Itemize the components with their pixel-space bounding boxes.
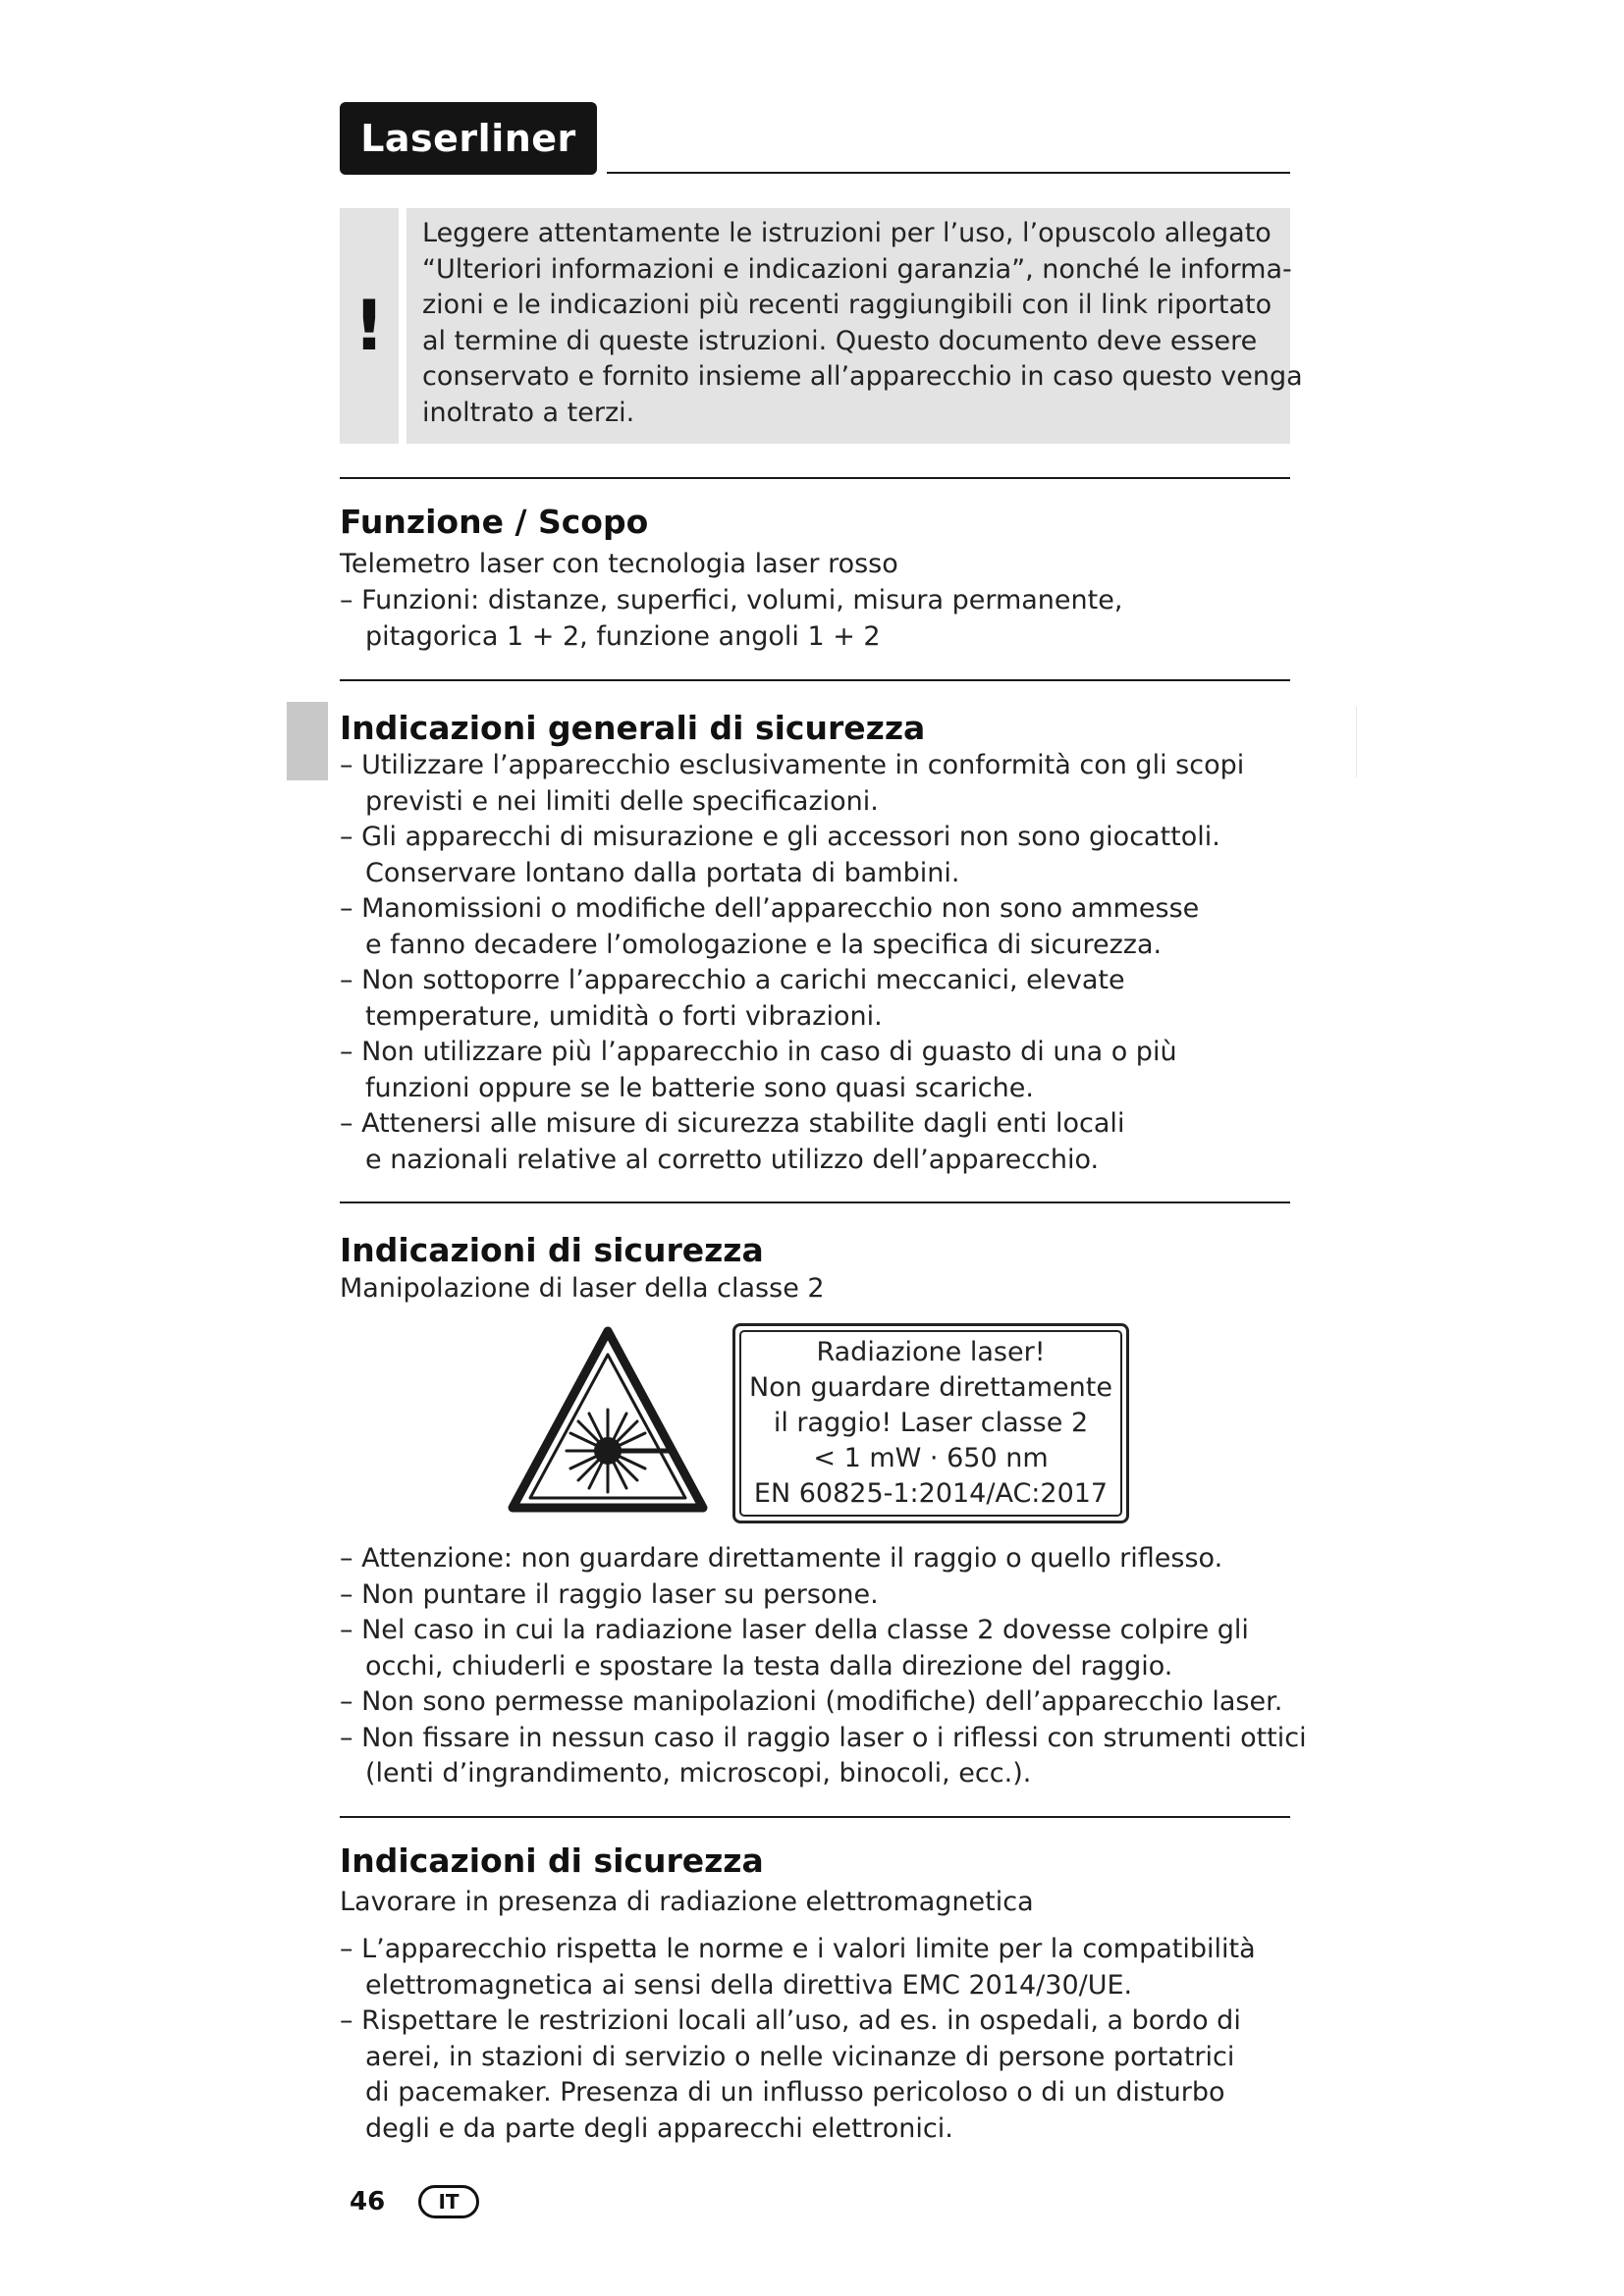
section-intro-funzione: Telemetro laser con tecnologia laser rosso: [340, 549, 898, 579]
generali-list: [340, 748, 1244, 1178]
list-item: – Manomissioni o modifiche dell’apparecchio non sono ammesse: [340, 893, 1200, 924]
section-title-funzione: Funzione / Scopo: [340, 503, 649, 541]
section-title-laser: Indicazioni di sicurezza: [340, 1231, 764, 1269]
list-item: temperature, umidità o forti vibrazioni.: [365, 1000, 883, 1032]
section-subtitle-em: Lavorare in presenza di radiazione elettromagnetica: [340, 1887, 1034, 1917]
warning-line: conservato e fornito insieme all’apparecchio in caso questo venga: [422, 361, 1303, 392]
warning-line: al termine di queste istruzioni. Questo documento deve essere: [422, 325, 1258, 356]
list-item: – Funzioni: distanze, superfici, volumi, misura permanente,: [340, 585, 1123, 615]
list-item: funzioni oppure se le batterie sono quasi scariche.: [365, 1072, 1034, 1103]
list-item: – Gli apparecchi di misurazione e gli accessori non sono giocattoli.: [340, 822, 1220, 852]
list-item: – Nel caso in cui la radiazione laser della classe 2 dovesse colpire gli: [340, 1615, 1249, 1645]
warning-note: [406, 208, 1303, 444]
label-line: Radiazione laser!: [816, 1337, 1046, 1367]
list-item: – Non sono permesse manipolazioni (modifiche) dell’apparecchio laser.: [340, 1686, 1283, 1717]
list-item: e nazionali relative al corretto utilizzo dell’apparecchio.: [365, 1144, 1100, 1175]
label-line: < 1 mW · 650 nm: [813, 1443, 1049, 1473]
warning-line: inoltrato a terzi.: [422, 397, 635, 428]
list-item: aerei, in stazioni di servizio o nelle vicinanze di persone portatrici: [365, 2041, 1235, 2072]
list-item: – L’apparecchio rispetta le norme e i valori limite per la compatibilità: [340, 1934, 1256, 1964]
language-badge: IT: [418, 2185, 479, 2218]
section-rule: [340, 1201, 1290, 1203]
section-rule: [340, 679, 1290, 681]
section-subtitle-laser: Manipolazione di laser della classe 2: [340, 1273, 825, 1304]
list-item: – Non sottoporre l’apparecchio a carichi meccanici, elevate: [340, 965, 1125, 995]
label-line: il raggio! Laser classe 2: [773, 1408, 1089, 1438]
section-title-generali: Indicazioni generali di sicurezza: [340, 709, 926, 747]
warning-line: “Ulteriori informazioni e indicazioni garanzia”, nonché le informa-: [422, 253, 1292, 285]
funzione-list: [340, 583, 1122, 655]
laser-warning-icon: [507, 1325, 709, 1518]
section-rule: [340, 477, 1290, 479]
em-list: [340, 1932, 1256, 2147]
list-item: – Attenersi alle misure di sicurezza stabilite dagli enti locali: [340, 1108, 1125, 1139]
list-item: pitagorica 1 + 2, funzione angoli 1 + 2: [365, 620, 881, 652]
section-title-em: Indicazioni di sicurezza: [340, 1842, 764, 1880]
laser-list: [340, 1541, 1307, 1792]
list-item: previsti e nei limiti delle specificazioni.: [365, 785, 879, 817]
list-item: – Attenzione: non guardare direttamente il raggio o quello riflesso.: [340, 1543, 1223, 1574]
list-item: – Non utilizzare più l’apparecchio in caso di guasto di una o più: [340, 1037, 1177, 1067]
list-item: occhi, chiuderli e spostare la testa dalla direzione del raggio.: [365, 1650, 1173, 1682]
list-item: elettromagnetica ai sensi della direttiva EMC 2014/30/UE.: [365, 1969, 1133, 2001]
page-number: 46: [350, 2187, 386, 2216]
list-item: (lenti d’ingrandimento, microscopi, binocoli, ecc.).: [365, 1758, 1032, 1789]
warning-line: Leggere attentamente le istruzioni per l’uso, l’opuscolo allegato: [422, 218, 1272, 248]
list-item: e fanno decadere l’omologazione e la specifica di sicurezza.: [365, 929, 1163, 960]
section-rule: [340, 1816, 1290, 1818]
list-item: – Non puntare il raggio laser su persone.: [340, 1578, 879, 1610]
brand-logo: Laserliner: [340, 102, 597, 175]
laser-class-label: [732, 1323, 1129, 1523]
list-item: – Non fissare in nessun caso il raggio laser o i riflessi con strumenti ottici: [340, 1722, 1307, 1753]
list-item: degli e da parte degli apparecchi elettronici.: [365, 2112, 953, 2144]
label-line: Non guardare direttamente: [749, 1372, 1112, 1403]
header-rule: [607, 172, 1290, 174]
label-line: EN 60825-1:2014/AC:2017: [753, 1478, 1109, 1509]
laser-label-content: [739, 1330, 1122, 1517]
warning-icon: !: [340, 208, 399, 444]
list-item: Conservare lontano dalla portata di bambini.: [365, 857, 960, 888]
list-item: – Rispettare le restrizioni locali all’uso, ad es. in ospedali, a bordo di: [340, 2005, 1241, 2036]
list-item: – Utilizzare l’apparecchio esclusivamente in conformità con gli scopi: [340, 750, 1245, 780]
list-item: di pacemaker. Presenza di un influsso pericoloso o di un disturbo: [365, 2077, 1225, 2108]
warning-line: zioni e le indicazioni più recenti raggiungibili con il link riportato: [422, 290, 1272, 320]
side-tab-marker: [287, 702, 328, 780]
margin-mark: [1356, 707, 1357, 777]
